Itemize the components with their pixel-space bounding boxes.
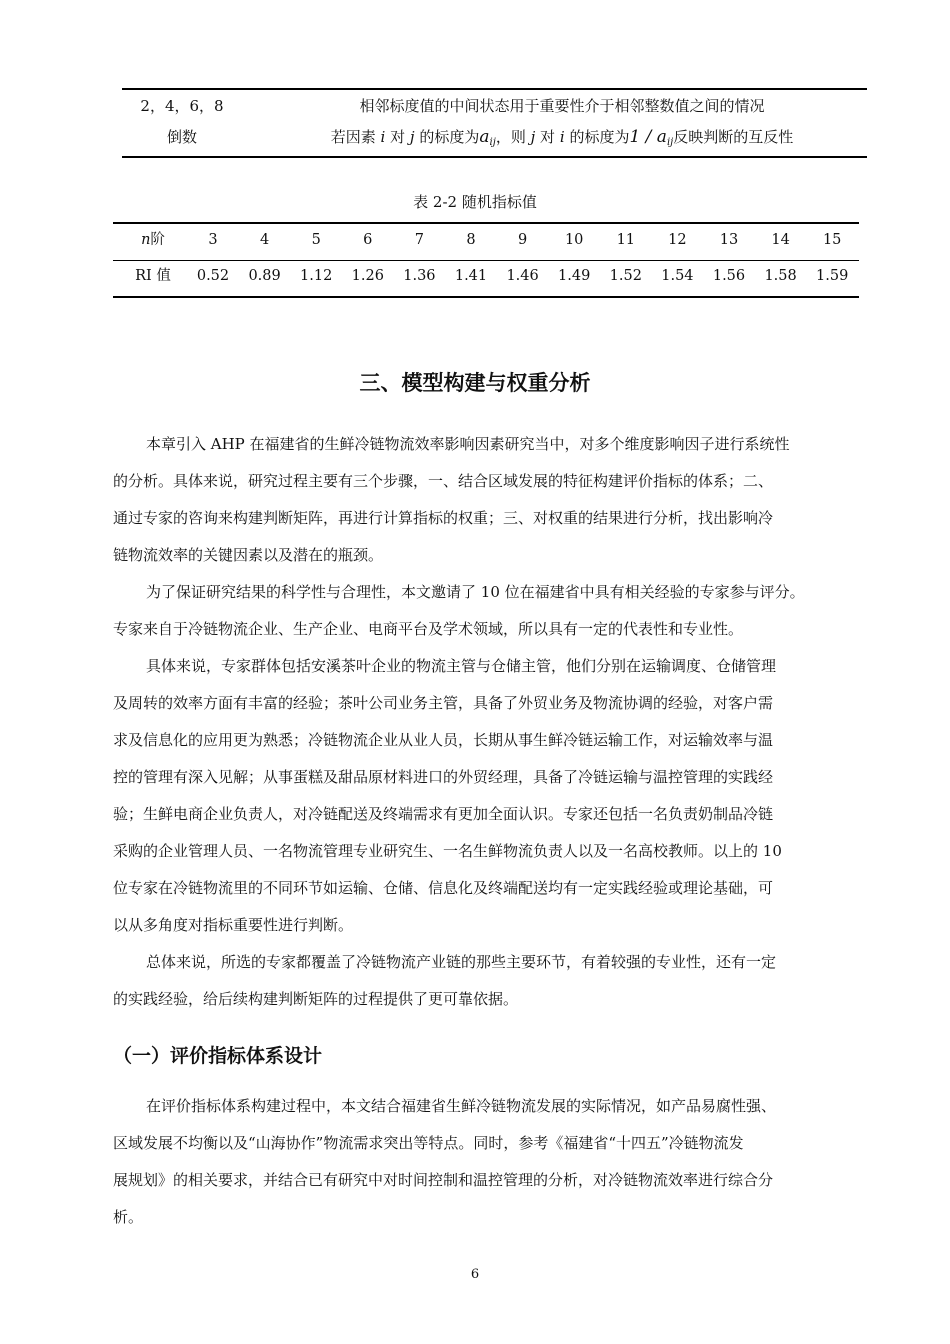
text-line: 展规划》的相关要求，并结合已有研究中对时间控制和温控管理的分析，对冷链物流效率进行综合分: [113, 1171, 774, 1189]
n-value-cell: 10: [564, 232, 584, 248]
ri-value-cell: 1.56: [712, 268, 746, 284]
n-value-cell: 11: [616, 232, 636, 248]
ri-value-cell: 1.58: [764, 268, 797, 284]
n-value-cell: 5: [311, 232, 321, 248]
text-line: 及周转的效率方面有丰富的经验；茶叶公司业务主管，具备了外贸业务及物流协调的经验，对客户需: [113, 694, 774, 712]
text-line: 控的管理有深入见解；从事蛋糕及甜品原材料进口的外贸经理，具备了冷链运输与温控管理的实践经: [113, 768, 774, 786]
n-value-cell: 15: [822, 232, 842, 248]
text-line: 以从多角度对指标重要性进行判断。: [113, 916, 354, 934]
text-line: 位专家在冷链物流里的不同环节如运输、仓储、信息化及终端配送均有一定实践经验或理论基础，可: [113, 879, 774, 897]
ri-value-cell: 1.26: [351, 268, 384, 284]
ri-value-cell: 1.52: [609, 268, 642, 284]
section-title: 三、模型构建与权重分析: [359, 371, 591, 395]
ri-value-cell: 1.12: [300, 268, 333, 284]
ri-value-cell: 1.54: [661, 268, 694, 284]
text-line: 具体来说，专家群体包括安溪茶叶企业的物流主管与仓储主管，他们分别在运输调度、仓储管理: [146, 657, 777, 675]
n-value-cell: 9: [517, 232, 528, 248]
subsection-title: （一）评价指标体系设计: [113, 1045, 323, 1067]
scale-value: 倒数: [166, 128, 197, 146]
n-value-cell: 8: [466, 232, 476, 248]
text-line: 求及信息化的应用更为熟悉；冷链物流企业从业人员，长期从事生鲜冷链运输工作，对运输效率与温: [113, 731, 774, 749]
ri-value-cell: 0.89: [248, 268, 281, 284]
n-value-cell: 6: [363, 232, 373, 248]
ri-value-cell: 1.46: [506, 268, 539, 284]
page-number: 6: [470, 1267, 480, 1282]
text-line: 验；生鲜电商企业负责人，对冷链配送及终端需求有更加全面认识。专家还包括一名负责奶制品冷链: [113, 805, 774, 823]
text-line: 采购的企业管理人员、一名物流管理专业研究生、一名生鲜物流负责人以及一名高校教师。以上的 10: [113, 842, 782, 860]
n-value-cell: 7: [414, 232, 424, 248]
n-value-cell: 14: [771, 232, 790, 248]
row-header-ri: RI 值: [135, 268, 171, 284]
n-value-cell: 4: [259, 232, 270, 248]
text-line: 的实践经验，给后续构建判断矩阵的过程提供了更可靠依据。: [113, 990, 519, 1008]
n-value-cell: 3: [208, 232, 218, 248]
scale-value: 2，4，6，8: [140, 97, 224, 115]
n-value-cell: 12: [668, 232, 687, 248]
row-header-n: n阶: [141, 232, 165, 248]
text-line: 为了保证研究结果的科学性与合理性，本文邀请了 10 位在福建省中具有相关经验的专家参与评分。: [146, 583, 805, 601]
text-line: 析。: [113, 1208, 144, 1226]
ri-value-cell: 1.49: [558, 268, 591, 284]
ri-value-cell: 1.59: [816, 268, 849, 284]
ri-value-cell: 1.41: [454, 268, 488, 284]
scale-description: 相邻标度值的中间状态用于重要性介于相邻整数值之间的情况: [359, 97, 765, 115]
text-line: 链物流效率的关键因素以及潜在的瓶颈。: [113, 546, 384, 564]
table-caption: 表 2-2 随机指标值: [413, 193, 537, 211]
text-line: 总体来说，所选的专家都覆盖了冷链物流产业链的那些主要环节，有着较强的专业性，还有一定: [146, 953, 777, 971]
text-line: 在评价指标体系构建过程中，本文结合福建省生鲜冷链物流发展的实际情况，如产品易腐性强、: [146, 1097, 777, 1115]
text-line: 区域发展不均衡以及“山海协作”物流需求突出等特点。同时，参考《福建省“十四五”冷链物流发: [113, 1134, 744, 1152]
text-line: 的分析。具体来说，研究过程主要有三个步骤，一、结合区域发展的特征构建评价指标的体系；二、: [113, 472, 774, 490]
text-line: 专家来自于冷链物流企业、生产企业、电商平台及学术领域，所以具有一定的代表性和专业性。: [113, 620, 744, 638]
ri-value-cell: 0.52: [196, 268, 230, 284]
ri-value-cell: 1.36: [403, 268, 436, 284]
table-row: [122, 90, 867, 122]
text-line: 本章引入 AHP 在福建省的生鲜冷链物流效率影响因素研究当中，对多个维度影响因子进行系统性: [146, 435, 790, 453]
text-line: 通过专家的咨询来构建判断矩阵，再进行计算指标的权重；三、对权重的结果进行分析，找出影响冷: [113, 509, 774, 527]
random-index-table: [113, 222, 859, 298]
scale-description: 若因素 i 对 j 的标度为$a_{ij}$，则 j 对 i 的标度为$1 / a_{ij}$反映判断的互反性: [330, 127, 794, 148]
scale-table: [122, 88, 867, 158]
table-row: [122, 121, 867, 153]
n-value-cell: 13: [719, 232, 739, 248]
